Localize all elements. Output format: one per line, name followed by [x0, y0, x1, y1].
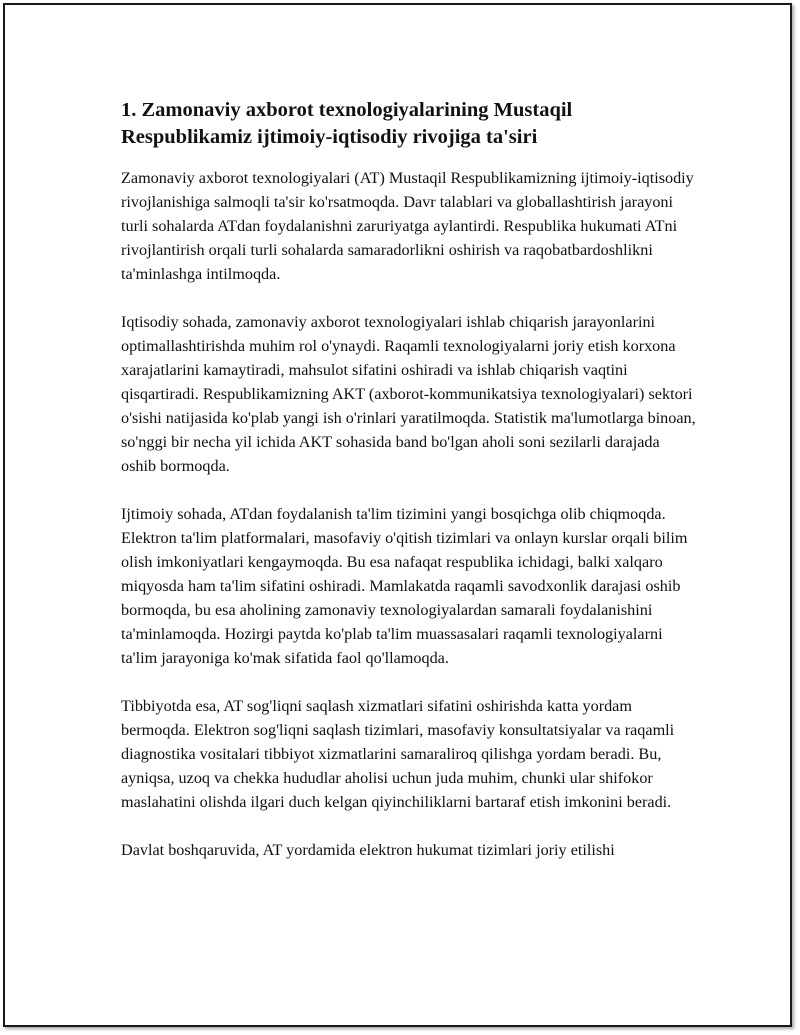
paragraph-economic: Iqtisodiy sohada, zamonaviy axborot texnologiyalari ishlab chiqarish jarayonlarini optimallashtirishda muhim rol o'ynaydi. Raqamli texnologiyalarni joriy etish korxona xarajatlarini kamaytiradi, mahsulot sifatini oshiradi va ishlab chiqarish vaqtini qisqartiradi. Respublikamizning AKT (axborot-kommunikatsiya texnologiyalari) sektori o'sishi natijasida ko'plab yangi ish o'rinlari yaratilmoqda. Statistik ma'lumotlarga binoan, so'nggi bir necha yil ichida AKT sohasida band bo'lgan aholi soni sezilarli darajada oshib bormoqda. [121, 313, 696, 475]
paragraph-social: Ijtimoiy sohada, ATdan foydalanish ta'lim tizimini yangi bosqichga olib chiqmoqda. Elektron ta'lim platformalari, masofaviy o'qitish tizimlari va onlayn kurslar orqali bilim olish imkoniyatlari kengaymoqda. Bu esa nafaqat respublika ichidagi, balki xalqaro miqyosda ham ta'lim sifatini oshiradi. Mamlakatda raqamli savodxonlik darajasi oshib bormoqda, bu esa aholining zamonaviy texnologiyalardan samarali foydalanishini ta'minlamoqda. Hozirgi paytda ko'plab ta'lim muassasalari raqamli texnologiyalarni ta'lim jarayoniga ko'mak sifatida faol qo'llamoqda. [121, 505, 688, 667]
paragraph-government: Davlat boshqaruvida, AT yordamida elektron hukumat tizimlari joriy etilishi [121, 841, 615, 859]
document-page [3, 3, 792, 1027]
section-heading: 1. Zamonaviy axborot texnologiyalarining Mustaqil Respublikamiz ijtimoiy-iqtisodiy rivojiga ta'siri [121, 99, 573, 148]
document-body [121, 97, 696, 886]
paragraph-intro: Zamonaviy axborot texnologiyalari (AT) Mustaqil Respublikamizning ijtimoiy-iqtisodiy rivojlanishiga salmoqli ta'sir ko'rsatmoqda. Davr talablari va globallashtirish jarayoni turli sohalarda ATdan foydalanishni zaruriyatga aylantirdi. Respublika hukumati ATni rivojlantirish orqali turli sohalarda samaradorlikni oshirish va raqobatbardoshlikni ta'minlashga intilmoqda. [121, 169, 694, 283]
paragraph-medicine: Tibbiyotda esa, AT sog'liqni saqlash xizmatlari sifatini oshirishda katta yordam bermoqda. Elektron sog'liqni saqlash tizimlari, masofaviy konsultatsiyalar va raqamli diagnostika vositalari tibbiyot xizmatlarini samaraliroq qilishga yordam beradi. Bu, ayniqsa, uzoq va chekka hududlar aholisi uchun juda muhim, chunki ular shifokor maslahatini olishda ilgari duch kelgan qiyinchiliklarni bartaraf etish imkonini beradi. [121, 697, 675, 811]
